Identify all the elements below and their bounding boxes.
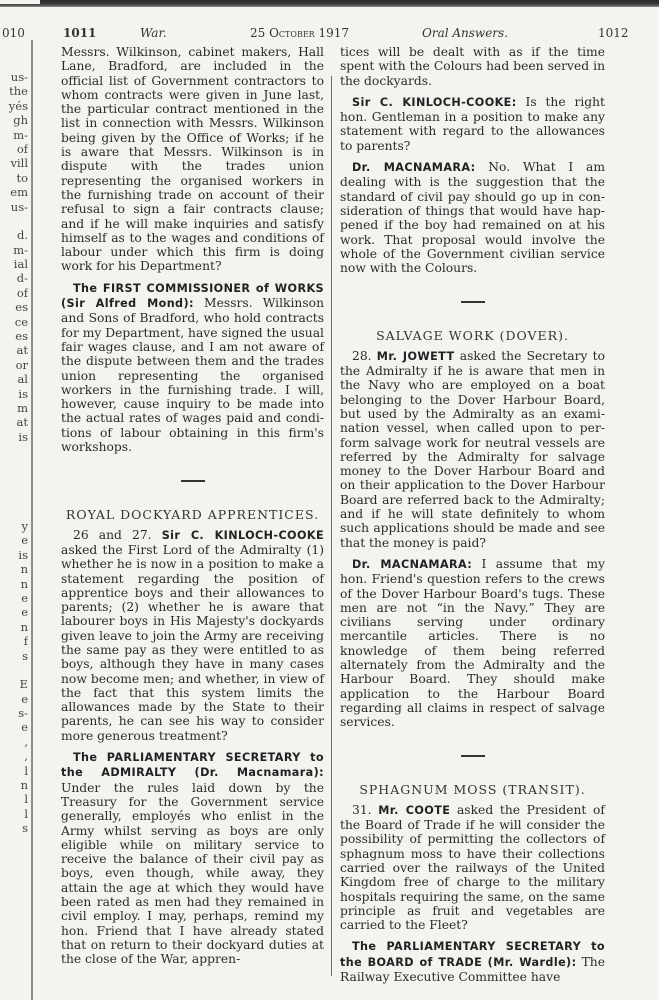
followup-text: No. What I am dealing with is the suggestion that the standard of civil pay should go up in consideration of things that would have happened if the boy had remained on at his work. That proposal would involve the whole of the Government civilian service now with the Colours. [340, 160, 605, 276]
fragment-line: to [16, 170, 28, 185]
fragment-line: f [23, 634, 28, 649]
section-label: Oral Answers. [422, 26, 509, 40]
fragment-line: em [10, 185, 28, 200]
answer-text: Messrs. Wilkinson and Sons of Bradford, who hold contracts for my Department, have signed the usual fair wages clause, and I am not aware of the dispute between them and the trades union representing the organised workers in the furnishing trade. I will, however, cause inquiry to be made into the actual rates of wages paid and conditions of labour obtaining in this firm's workshops. [61, 296, 324, 455]
fragment-line: n [20, 619, 28, 634]
previous-page-fragments-top [0, 70, 28, 444]
followup-kinloch-cooke [340, 95, 605, 153]
fragment-line: es [15, 300, 28, 315]
fragment-line: is [18, 547, 28, 562]
right-column [340, 45, 605, 991]
section-divider [461, 755, 485, 757]
question-number: 28. [352, 348, 372, 363]
fragment-line [0, 663, 28, 677]
fragment-line: is [18, 429, 28, 444]
fragment-line: , [24, 734, 28, 749]
question-number: 26 and 27. [73, 527, 152, 542]
fragment-line: e [21, 605, 28, 620]
fragment-line: n [20, 576, 28, 591]
left-column-number: 1011 [63, 26, 97, 40]
fragment-line: n [20, 778, 28, 793]
fragment-line: e [21, 533, 28, 548]
section-heading: SALVAGE WORK (DOVER). [376, 328, 569, 344]
fragment-line: e [21, 691, 28, 706]
question-text: asked the Secretary to the Admiralty if he is aware that men in the Navy who are employed on a boat belonging to the Dover Harbour Board, but used by the Admiralty as an examination vessel, when called upon to perform salvage work for neutral vessels are referred by the Admiralty for salvage money to the Dover Harbour Board and on their application to the Dover Harbour Board are referred back to the Admiralty; and if he will state definitely to whom such applications should be made and see that the money is paid? [340, 348, 605, 550]
fragment-line: at [16, 415, 28, 430]
speaker-name: Mr. COOTE [378, 803, 451, 817]
prev-column-number: 010 [2, 26, 25, 40]
fragment-line: ce [14, 314, 28, 329]
fragment-line [0, 214, 28, 228]
fragment-line: d. [16, 228, 28, 243]
section-divider [461, 301, 485, 303]
fragment-line: m- [13, 242, 28, 257]
question-number: 31. [352, 802, 372, 817]
speaker-name: The PARLIAMENTARY SECRETARY to the BOARD of TRADE (Mr. Wardle): [340, 940, 605, 969]
fragment-line: ial [13, 257, 28, 272]
fragment-line: of [16, 141, 28, 156]
fragment-line: gh [13, 113, 28, 128]
answer-parliamentary-secretary-board-of-trade [340, 939, 605, 984]
fragment-line: is [18, 386, 28, 401]
speaker-name: The FIRST COMMISSIONER of WORKS (Sir Alfred Mond): [61, 281, 324, 311]
answer-macnamara [340, 557, 605, 730]
left-column [61, 45, 324, 974]
question-text: asked the First Lord of the Admiralty (1) whether he is now in a position to make a statement regarding the position of apprentice boys and their allowances to parents; (2) whether he is aware that labourer boys in His Majesty's dockyards given leave to join the Army are receiving the same pay as they were entitled to as boys, although they have in many cases now become men; and whether, in view of the fact that this system limits the allowances made by the State to their parents, he can see his way to consider more generous treatment? [61, 542, 324, 743]
fragment-line: the [9, 84, 28, 99]
fragment-line: e [21, 590, 28, 605]
fragment-line: l [24, 806, 28, 821]
previous-page-fragments-bottom [0, 519, 28, 836]
fragment-line: yés [8, 98, 28, 113]
speaker-name: The PARLIAMENTARY SECRETARY to the ADMIRALTY (Dr. Macnamara): [61, 751, 324, 780]
fragment-line: m [17, 400, 28, 415]
fragment-line: m- [13, 127, 28, 142]
answer-parliamentary-secretary-admiralty [61, 750, 324, 966]
fragment-line: us- [10, 70, 28, 84]
answer-text: tices will be dealt with as if the time spent with the Colours had been served in the dockyards. [340, 45, 605, 88]
question-coote [340, 803, 605, 933]
fragment-line: e [21, 720, 28, 735]
topic-label: War. [140, 26, 167, 40]
speaker-name: Sir C. KINLOCH-COOKE: [352, 95, 517, 109]
question-kinloch-cooke [61, 528, 324, 743]
question-text: asked the President of the Board of Trade if he will consider the possibility of permitting the collectors of sphagnum moss to have their collections carried over the railways of the United Kingdom free of charge to the military hospitals requiring the same, on the same principle as fruit and vegetables are carried to the Fleet? [340, 802, 605, 933]
fragment-line: n [20, 562, 28, 577]
fragment-line: l [24, 763, 28, 778]
answer-text: The Railway Executive Committee have [340, 954, 605, 985]
fragment-line: at [16, 343, 28, 358]
question-continuation [61, 45, 324, 274]
fragment-line: or [15, 357, 28, 372]
running-head [0, 26, 659, 42]
sitting-date: 25 October 1917 [250, 26, 350, 40]
fragment-line: E [19, 677, 28, 692]
followup-macnamara [340, 160, 605, 275]
speaker-name: Sir C. KINLOCH-COOKE [161, 528, 324, 542]
answer-text: Under the rules laid down by the Treasury for the Government service generally, employés who enlist in the Army whilst serving as boys are only eligible while on military service to receive the balance of their civil pay as boys, even though, while away, they attain the age at which they would have been rated as men had they remained in civil employ. I may, perhaps, remind my hon. Friend that I have already stated that on return to their dockyard duties at the close of the War, appren- [61, 780, 324, 967]
fragment-line: al [17, 372, 28, 387]
section-heading: SPHAGNUM MOSS (TRANSIT). [359, 782, 586, 798]
fragment-line: y [21, 519, 28, 533]
column-separator [331, 76, 332, 976]
answer-text: I assume that my hon. Friend's question refers to the crews of the Dover Harbour Board's tugs. These men are not “in the Navy.” They are civilians serving under ordinary mercantile articles. There is no knowledge of them being referred alternately from the Admiralty and the Harbour Board. They should make application to the Harbour Board regarding all claims in respect of salvage services. [340, 556, 605, 730]
fragment-line: vill [10, 156, 28, 171]
fragment-line: es [15, 329, 28, 344]
answer-continuation [340, 45, 605, 88]
answer-first-commissioner [61, 281, 324, 455]
fragment-line: s- [18, 706, 28, 721]
fragment-line: , [24, 749, 28, 764]
question-text: Messrs. Wilkinson, cabinet makers, Hall Lane, Bradford, are included in the official list of Government contractors to whom contracts were given in June last, the particular contract mentioned in the list in connection with Messrs. Wilkinson being given by the Office of Works; if he is aware that Messrs. Wilkinson is in dispute with the trades union representing the organised workers in the furnishing trade on account of their refusal to sign a fair contracts clause; and if he will make inquiries and satisfy himself as to the wages and conditions of labour under which this firm is doing work for his Department? [61, 45, 324, 274]
speaker-name: Dr. MACNAMARA: [352, 161, 476, 175]
fragment-line: s [22, 648, 28, 663]
fragment-line: s [22, 821, 28, 836]
fragment-line: d- [16, 271, 28, 286]
right-column-number: 1012 [598, 26, 629, 40]
speaker-name: Dr. MACNAMARA: [352, 557, 473, 571]
followup-text: Is the right hon. Gentleman in a position to make any statement with regard to the allowances to parents? [340, 94, 605, 153]
section-heading: ROYAL DOCKYARD APPRENTICES. [65, 507, 320, 523]
speaker-name: Mr. JOWETT [376, 349, 455, 363]
question-jowett [340, 349, 605, 550]
fragment-line: l [24, 792, 28, 807]
section-divider [181, 480, 205, 482]
scan-edge-shadow [0, 0, 659, 7]
fragment-line: us- [10, 199, 28, 214]
fragment-line: of [16, 285, 28, 300]
gutter-rule [31, 40, 33, 1000]
